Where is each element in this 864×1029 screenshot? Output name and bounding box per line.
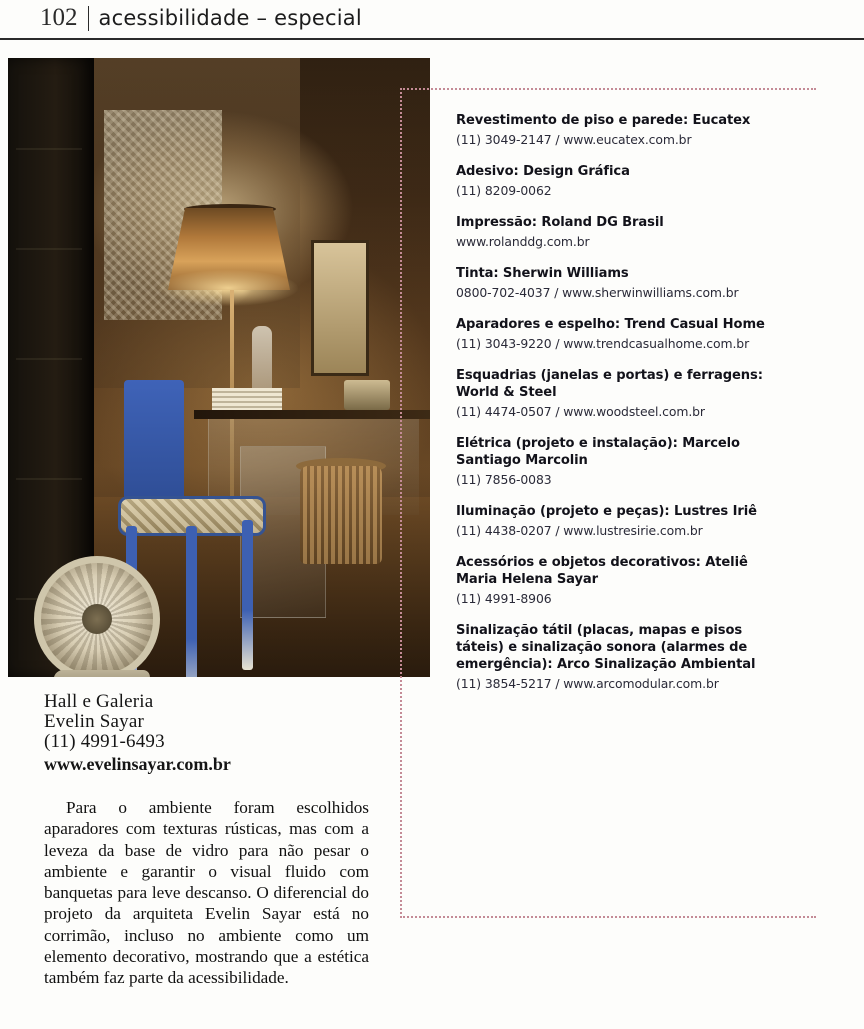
credit-supplier-name: Esquadrias (janelas e portas) e ferragens: World & Steel [456, 368, 763, 400]
credit-supplier-name: Tinta: Sherwin Williams [456, 266, 629, 281]
credits-box-top-border [400, 88, 816, 90]
photo-decor-objects [344, 380, 390, 410]
credit-supplier-name: Acessórios e objetos decorativos: Ateliê Maria Helena Sayar [456, 555, 748, 587]
credits-list [456, 112, 792, 707]
credit-entry [456, 112, 792, 148]
credit-contact-info[interactable]: (11) 3043-9220 / www.trendcasualhome.com.br [456, 336, 750, 351]
credit-supplier-name: Impressão: Roland DG Brasil [456, 215, 664, 230]
credit-contact-info[interactable]: (11) 8209-0062 [456, 183, 552, 198]
photo-console-table [194, 410, 430, 419]
photo-chair-leg [242, 520, 253, 670]
credit-supplier-name: Sinalização tátil (placas, mapas e pisos táteis) e sinalização sonora (alarmes de emergência): Arco Sinalização Ambiental [456, 623, 756, 672]
credit-supplier-name: Adesivo: Design Gráfica [456, 164, 630, 179]
page-header [40, 0, 864, 36]
credit-contact-info[interactable]: (11) 3049-2147 / www.eucatex.com.br [456, 132, 692, 147]
credit-contact-info[interactable]: (11) 4474-0507 / www.woodsteel.com.br [456, 404, 705, 419]
photo-fan-base [49, 670, 151, 677]
caption-url[interactable]: www.evelinsayar.com.br [44, 754, 231, 774]
header-rule [0, 38, 864, 40]
credit-contact-info[interactable]: (11) 4991-8906 [456, 591, 552, 606]
caption-phone: (11) 4991-6493 [44, 731, 165, 752]
credit-entry [456, 265, 792, 301]
credit-entry [456, 435, 792, 488]
credit-contact-info[interactable]: (11) 7856-0083 [456, 472, 552, 487]
photo-books [212, 388, 282, 410]
interior-photo [8, 58, 430, 677]
caption-author: Evelin Sayar [44, 711, 145, 732]
credit-entry [456, 163, 792, 199]
header-divider-icon [88, 6, 89, 31]
credit-supplier-name: Aparadores e espelho: Trend Casual Home [456, 317, 765, 332]
credit-supplier-name: Iluminação (projeto e peças): Lustres Iriê [456, 504, 757, 519]
credit-entry [456, 622, 792, 692]
photo-blue-chair-back [124, 380, 184, 500]
photo-chair-leg [186, 526, 197, 677]
credit-contact-info[interactable]: 0800-702-4037 / www.sherwinwilliams.com.br [456, 285, 739, 300]
photo-wall-art [311, 240, 369, 376]
photo-fan-hub [82, 604, 112, 634]
caption-title: Hall e Galeria [44, 691, 154, 712]
credit-entry [456, 367, 792, 420]
section-title: acessibilidade – especial [98, 6, 362, 30]
credit-supplier-name: Elétrica (projeto e instalação): Marcelo Santiago Marcolin [456, 436, 740, 468]
credits-box-left-border [400, 88, 402, 918]
photo-lamp-glow [158, 270, 298, 306]
credits-box-bottom-border [400, 916, 816, 918]
photo-caption [44, 692, 384, 775]
credit-supplier-name: Revestimento de piso e parede: Eucatex [456, 113, 751, 128]
photo-content [8, 58, 430, 677]
photo-wicker-stool [300, 466, 382, 564]
credit-entry [456, 503, 792, 539]
credit-entry [456, 214, 792, 250]
credit-entry [456, 554, 792, 607]
credit-contact-info[interactable]: (11) 3854-5217 / www.arcomodular.com.br [456, 676, 719, 691]
page-number: 102 [40, 4, 78, 31]
credit-contact-info[interactable]: (11) 4438-0207 / www.lustresirie.com.br [456, 523, 703, 538]
credit-contact-info[interactable]: www.rolanddg.com.br [456, 234, 590, 249]
credit-entry [456, 316, 792, 352]
body-paragraph: Para o ambiente foram escolhidos aparadores com texturas rústicas, mas com a leveza da base de vidro para não pesar o ambiente e garantir o visual fluido com banquetas para leve descanso. O diferencial do projeto da arquiteta Evelin Sayar está no corrimão, incluso no ambiente como um elemento decorativo, mostrando que a estética também faz parte da acessibilidade. [44, 798, 369, 988]
